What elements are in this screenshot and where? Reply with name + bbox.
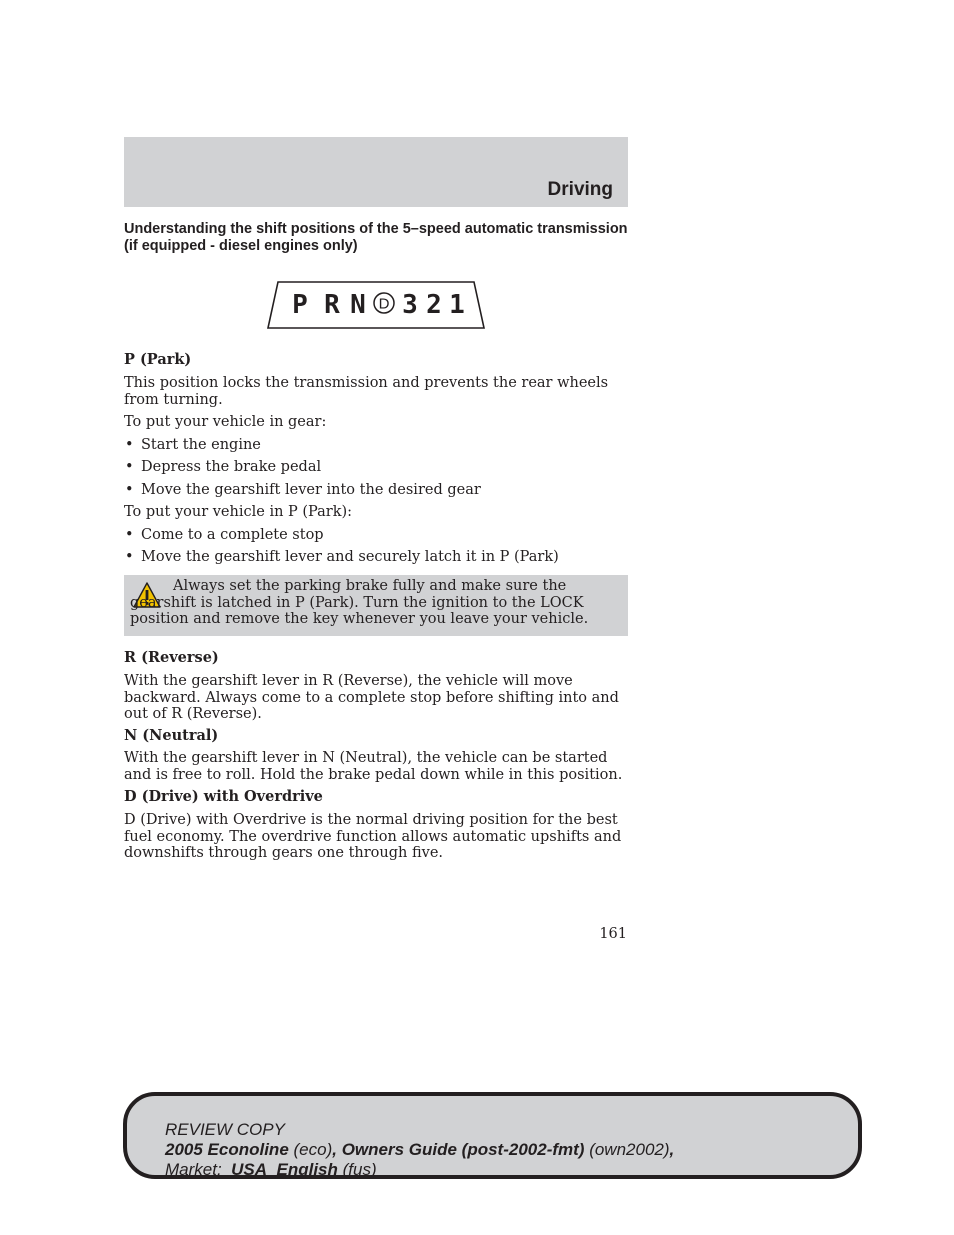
footer-guide-code: (own2002) — [589, 1140, 670, 1159]
drive-heading: D (Drive) with Overdrive — [124, 788, 323, 805]
list-item-text: Move the gearshift lever into the desired gear — [141, 482, 481, 498]
chapter-title: Driving — [547, 179, 613, 200]
in-gear-intro: To put your vehicle in gear: — [124, 414, 327, 430]
neutral-heading: N (Neutral) — [124, 727, 219, 744]
park-description: This position locks the transmission and prevents the rear wheels from turning. — [124, 375, 609, 408]
warning-text: Always set the parking brake fully and make sure the gearshift is latched in P (Park). Turn the ignition to the LOCK position and remove the key whenever you leave your vehicle. — [130, 578, 589, 627]
footer-market-code: (fus) — [342, 1160, 377, 1179]
shift-letter-p: P — [292, 290, 308, 320]
shift-letter-r: R — [324, 290, 340, 320]
reverse-heading: R (Reverse) — [124, 649, 219, 666]
bullet-glyph: • — [125, 459, 134, 475]
bullet-glyph: • — [125, 482, 134, 498]
shift-letter-2: 2 — [426, 290, 442, 320]
shift-letter-d: D — [378, 295, 390, 313]
warning-box — [124, 575, 628, 636]
bullet-glyph: • — [125, 437, 134, 453]
list-item-text: Depress the brake pedal — [141, 459, 322, 475]
review-copy-label: REVIEW COPY — [165, 1120, 285, 1139]
shift-position-indicator — [266, 280, 486, 330]
footer-model-code: (eco) — [293, 1140, 333, 1159]
header-band — [124, 137, 628, 207]
park-intro: To put your vehicle in P (Park): — [124, 504, 353, 520]
bullet-glyph: • — [125, 527, 134, 543]
shift-letter-n: N — [350, 290, 366, 320]
park-heading: P (Park) — [124, 351, 192, 368]
list-item-text: Move the gearshift lever and securely latch it in P (Park) — [141, 549, 559, 565]
footer-market: USA_English — [231, 1160, 338, 1179]
bullet-glyph: • — [125, 549, 134, 565]
footer-box — [123, 1092, 862, 1179]
footer-text: REVIEW COPY 2005 Econoline (eco), Owners Guide (post-2002-fmt) (own2002), Market: USA_English (fus) — [165, 1120, 675, 1179]
list-item-text: Start the engine — [141, 437, 261, 453]
footer-market-label: Market: — [165, 1160, 222, 1179]
shift-letter-1: 1 — [449, 290, 465, 320]
page-number: 161 — [599, 926, 627, 942]
section-heading: Understanding the shift positions of the 5–speed automatic transmission (if equipped - diesel engines only) — [124, 221, 628, 254]
drive-text: D (Drive) with Overdrive is the normal driving position for the best fuel economy. The overdrive function allows automatic upshifts and downshifts through gears one through five. — [124, 812, 622, 861]
footer-model: 2005 Econoline — [165, 1140, 289, 1159]
shift-letter-3: 3 — [402, 290, 418, 320]
neutral-text: With the gearshift lever in N (Neutral), the vehicle can be started and is free to roll. Hold the brake pedal down while in this position. — [124, 750, 623, 783]
footer-guide: , Owners Guide (post-2002-fmt) — [332, 1140, 585, 1159]
list-item-text: Come to a complete stop — [141, 527, 324, 543]
reverse-text: With the gearshift lever in R (Reverse), the vehicle will move backward. Always come to a complete stop before shifting into and out of R (Reverse). — [124, 673, 619, 722]
